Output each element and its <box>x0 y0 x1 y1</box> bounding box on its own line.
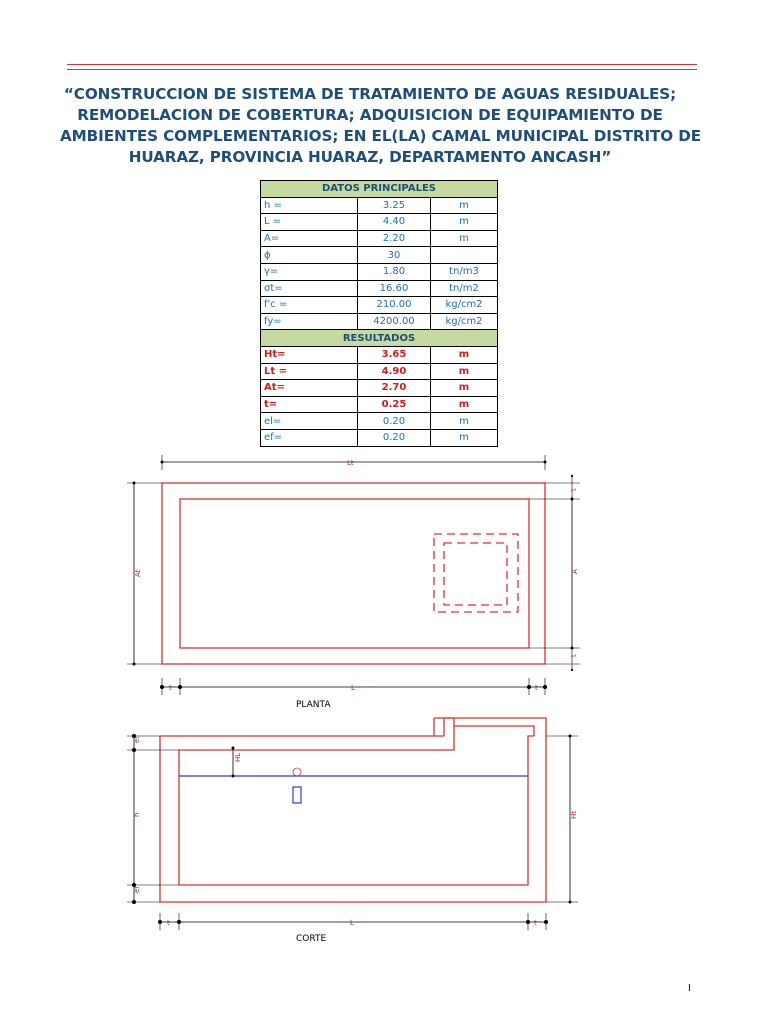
row-value: 2.70 <box>358 380 431 397</box>
row-unit: m <box>431 230 498 247</box>
row-value: 3.65 <box>358 346 431 363</box>
dim-hl-section: HL <box>234 752 242 762</box>
plan-hatch-outer <box>434 534 518 612</box>
float-body-icon <box>293 787 301 803</box>
row-label: t= <box>261 396 358 413</box>
row-value: 3.25 <box>358 197 431 214</box>
dim-t-section-bottom-right: t <box>534 919 537 927</box>
row-label: Lt = <box>261 363 358 380</box>
row-label: σt= <box>261 280 358 297</box>
header-datos-principales: DATOS PRINCIPALES <box>261 181 498 198</box>
row-label: L = <box>261 214 358 231</box>
section-outer-wall <box>160 718 546 902</box>
row-label: fy= <box>261 313 358 330</box>
row-unit: m <box>431 396 498 413</box>
dim-t-plan-right-top: t <box>570 488 578 491</box>
float-valve-icon <box>293 768 301 776</box>
title-line-2: REMODELACION DE COBERTURA; ADQUISICION DE EQUIPAMIENTO DE <box>77 106 663 124</box>
row-unit: m <box>431 214 498 231</box>
row-unit: m <box>431 197 498 214</box>
dim-ht-section: Ht <box>570 810 578 819</box>
title-line-3: AMBIENTES COMPLEMENTARIOS; EN EL(LA) CAMAL MUNICIPAL DISTRITO DE <box>60 127 702 145</box>
row-label: At= <box>261 380 358 397</box>
row-value: 2.20 <box>358 230 431 247</box>
plan-view <box>127 455 580 710</box>
dim-el-section: el <box>133 736 141 743</box>
row-unit: m <box>431 346 498 363</box>
dim-l-plan: L <box>351 684 355 692</box>
row-value: 1.80 <box>358 263 431 280</box>
section-cover-lid <box>434 718 534 736</box>
row-value: 0.20 <box>358 429 431 446</box>
row-value: 4.90 <box>358 363 431 380</box>
row-value: 16.60 <box>358 280 431 297</box>
dim-t-section-bottom-left: t <box>167 919 170 927</box>
row-label: h = <box>261 197 358 214</box>
row-label: A= <box>261 230 358 247</box>
title-line-4: HUARAZ, PROVINCIA HUARAZ, DEPARTAMENTO ANCASH” <box>128 148 612 166</box>
row-label: f'c = <box>261 297 358 314</box>
header-resultados: RESULTADOS <box>261 330 498 347</box>
section-inner-wall <box>179 726 454 885</box>
row-value: 210.00 <box>358 297 431 314</box>
section-inner-wall-right <box>179 736 534 885</box>
dim-a-plan: A <box>571 569 579 574</box>
row-unit: kg/cm2 <box>431 297 498 314</box>
row-label: γ= <box>261 263 358 280</box>
dim-h-section: h <box>133 812 141 817</box>
dim-lt-plan: Lt <box>347 459 354 467</box>
row-unit: m <box>431 413 498 430</box>
dim-at-plan: At <box>134 569 142 577</box>
dim-t-plan-bottom-left: t <box>169 684 172 692</box>
plan-hatch-inner <box>444 543 507 605</box>
row-value: 4.40 <box>358 214 431 231</box>
row-label: el= <box>261 413 358 430</box>
row-unit: kg/cm2 <box>431 313 498 330</box>
section-caption: CORTE <box>296 934 327 944</box>
row-value: 0.20 <box>358 413 431 430</box>
title-line-1: “CONSTRUCCION DE SISTEMA DE TRATAMIENTO DE AGUAS RESIDUALES; <box>63 85 677 103</box>
row-unit: m <box>431 429 498 446</box>
row-unit: tn/m3 <box>431 263 498 280</box>
row-value: 0.25 <box>358 396 431 413</box>
dim-ef-section: ef <box>133 886 141 893</box>
row-unit: m <box>431 380 498 397</box>
plan-outer-wall <box>162 483 545 664</box>
row-label: Ht= <box>261 346 358 363</box>
row-value: 30 <box>358 247 431 264</box>
dim-l-section: L <box>350 919 354 927</box>
section-view <box>127 718 578 944</box>
dim-t-plan-right-bottom: t <box>570 654 578 657</box>
plan-inner-wall <box>180 499 529 648</box>
dim-t-plan-bottom-right: t <box>535 684 538 692</box>
plan-caption: PLANTA <box>296 700 331 710</box>
row-unit: m <box>431 363 498 380</box>
row-value: 4200.00 <box>358 313 431 330</box>
page-mark: I <box>688 983 691 994</box>
row-unit: tn/m2 <box>431 280 498 297</box>
row-label: ϕ <box>261 247 358 264</box>
row-label: ef= <box>261 429 358 446</box>
